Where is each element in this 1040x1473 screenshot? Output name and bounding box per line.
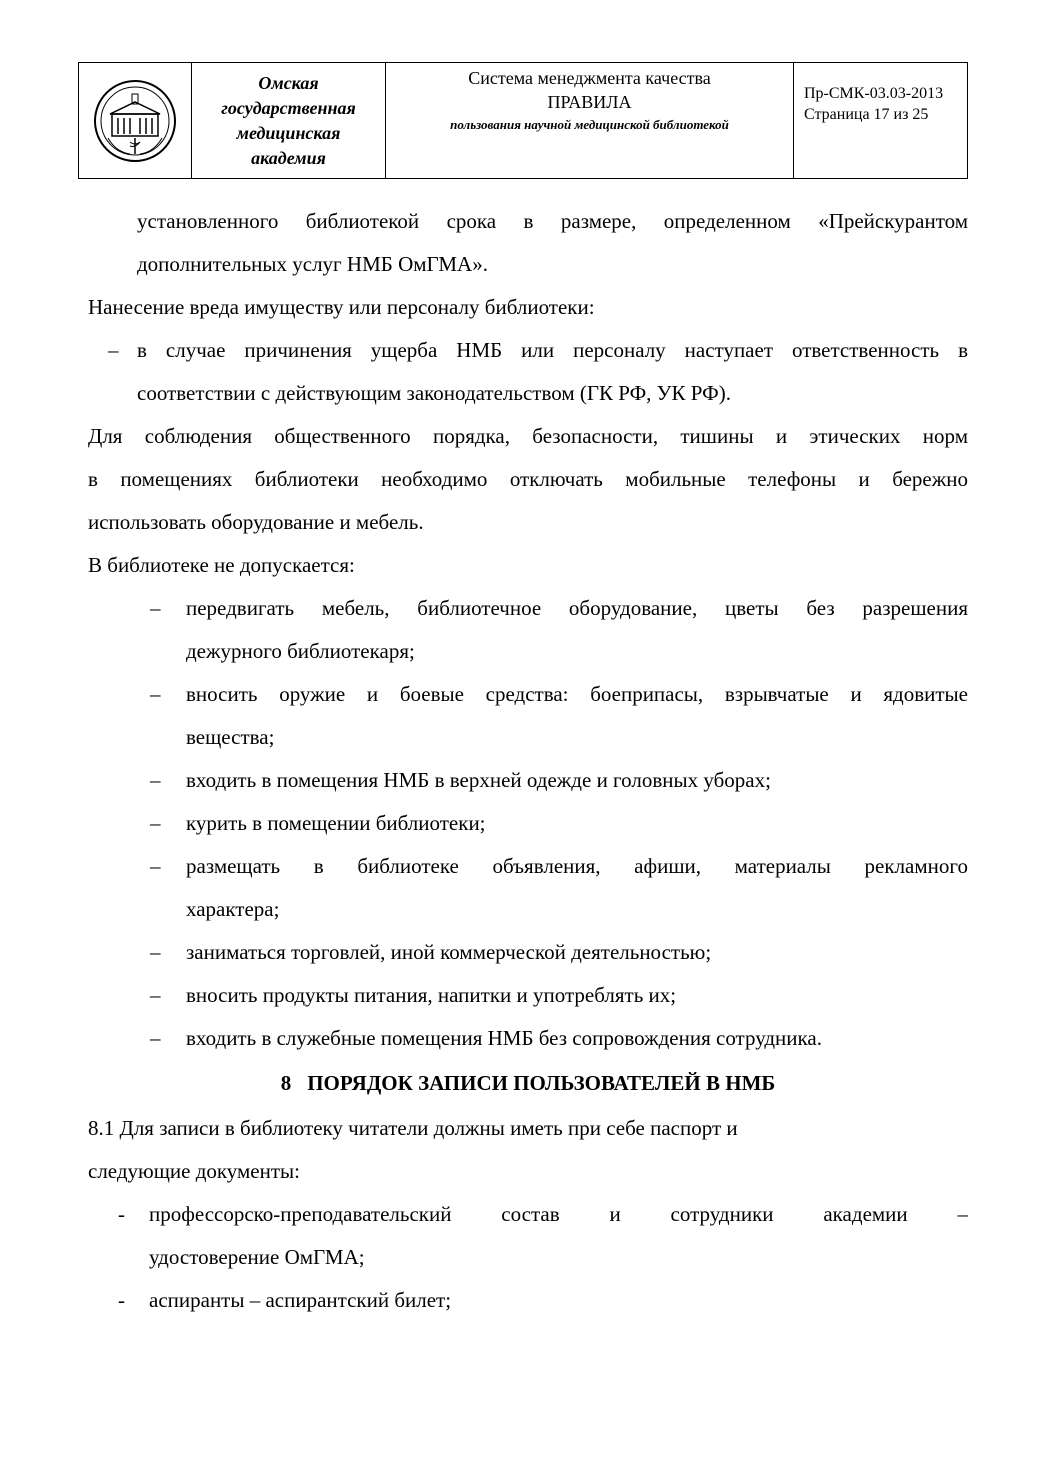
org-line-2: государственная — [221, 97, 356, 118]
paragraph-line: в помещениях библиотеки необходимо отключать мобильные телефоны и бережно — [88, 467, 968, 491]
list-item-line: заниматься торговлей, иной коммерческой деятельностью; — [186, 940, 712, 964]
org-line-4: академия — [251, 147, 326, 168]
system-title: Система менеджмента качества — [468, 68, 711, 88]
list-dash: – — [150, 983, 161, 1007]
list-item — [88, 931, 968, 974]
prohibited-list — [88, 587, 968, 1060]
list-dash: – — [150, 1026, 161, 1050]
list-hyphen: - — [118, 1288, 125, 1312]
list-item-line: размещать в библиотеке объявления, афиши, материалы рекламного — [186, 854, 968, 878]
continuation-line-2: дополнительных услуг НМБ ОмГМА». — [137, 252, 488, 276]
list-hyphen: - — [118, 1202, 125, 1226]
list-item — [88, 802, 968, 845]
damage-intro: Нанесение вреда имуществу или персоналу библиотеки: — [88, 295, 595, 319]
list-item-line: соответствии с действующим законодательством (ГК РФ, УК РФ). — [137, 381, 731, 405]
section-heading — [88, 1062, 968, 1105]
list-dash: – — [150, 596, 161, 620]
list-item-line: вносить продукты питания, напитки и употреблять их; — [186, 983, 677, 1007]
documents-list — [88, 1193, 968, 1322]
list-item-line: в случае причинения ущерба НМБ или персоналу наступает ответственность в — [137, 338, 968, 362]
document-code-cell — [794, 63, 967, 178]
document-title-cell — [386, 63, 794, 178]
list-item — [88, 587, 968, 673]
list-item-line: передвигать мебель, библиотечное оборудование, цветы без разрешения — [186, 596, 968, 620]
list-item-line: входить в служебные помещения НМБ без сопровождения сотрудника. — [186, 1026, 822, 1050]
list-dash: – — [150, 682, 161, 706]
list-item-line: удостоверение ОмГМА; — [149, 1245, 365, 1269]
section-title: ПОРЯДОК ЗАПИСИ ПОЛЬЗОВАТЕЛЕЙ В НМБ — [307, 1071, 776, 1095]
page-number: Страница 17 из 25 — [804, 106, 929, 123]
list-item — [88, 1017, 968, 1060]
list-dash: – — [108, 338, 119, 362]
document-subtitle: пользования научной медицинской библиотекой — [450, 117, 729, 132]
list-dash: – — [150, 854, 161, 878]
list-item — [88, 845, 968, 931]
document-body — [88, 200, 968, 1322]
list-dash: – — [150, 768, 161, 792]
list-item-line: вносить оружие и боевые средства: боеприпасы, взрывчатые и ядовитые — [186, 682, 968, 706]
logo-cell — [79, 63, 192, 178]
paragraph-line: использовать оборудование и мебель. — [88, 510, 424, 534]
academy-seal-icon — [90, 76, 180, 166]
document-type: ПРАВИЛА — [547, 92, 632, 112]
org-line-1: Омская — [258, 72, 319, 93]
list-item — [88, 1193, 968, 1279]
org-line-3: медицинская — [236, 122, 341, 143]
organization-name — [192, 63, 386, 178]
list-item — [88, 1279, 968, 1322]
list-item-line: входить в помещения НМБ в верхней одежде и головных уборах; — [186, 768, 771, 792]
list-item — [88, 673, 968, 759]
list-dash: – — [150, 940, 161, 964]
document-code: Пр-СМК-03.03-2013 — [804, 85, 944, 102]
document-header — [78, 62, 968, 179]
list-item-line: курить в помещении библиотеки; — [186, 811, 486, 835]
paragraph-line: следующие документы: — [88, 1159, 300, 1183]
list-item-line: вещества; — [186, 725, 275, 749]
continuation-line-1: установленного библиотекой срока в размере, определенном «Прейскурантом — [137, 209, 968, 233]
section-number: 8 — [280, 1071, 292, 1095]
list-item-line: профессорско-преподавательский состав и сотрудники академии – — [149, 1202, 968, 1226]
list-item-line: характера; — [186, 897, 280, 921]
list-item — [88, 329, 968, 415]
list-item — [88, 759, 968, 802]
paragraph-line: 8.1 Для записи в библиотеку читатели должны иметь при себе паспорт и — [88, 1116, 738, 1140]
prohibited-intro: В библиотеке не допускается: — [88, 553, 355, 577]
list-dash: – — [150, 811, 161, 835]
paragraph-line: Для соблюдения общественного порядка, безопасности, тишины и этических норм — [88, 424, 968, 448]
list-item-line: аспиранты – аспирантский билет; — [149, 1288, 452, 1312]
list-item-line: дежурного библиотекаря; — [186, 639, 415, 663]
list-item — [88, 974, 968, 1017]
